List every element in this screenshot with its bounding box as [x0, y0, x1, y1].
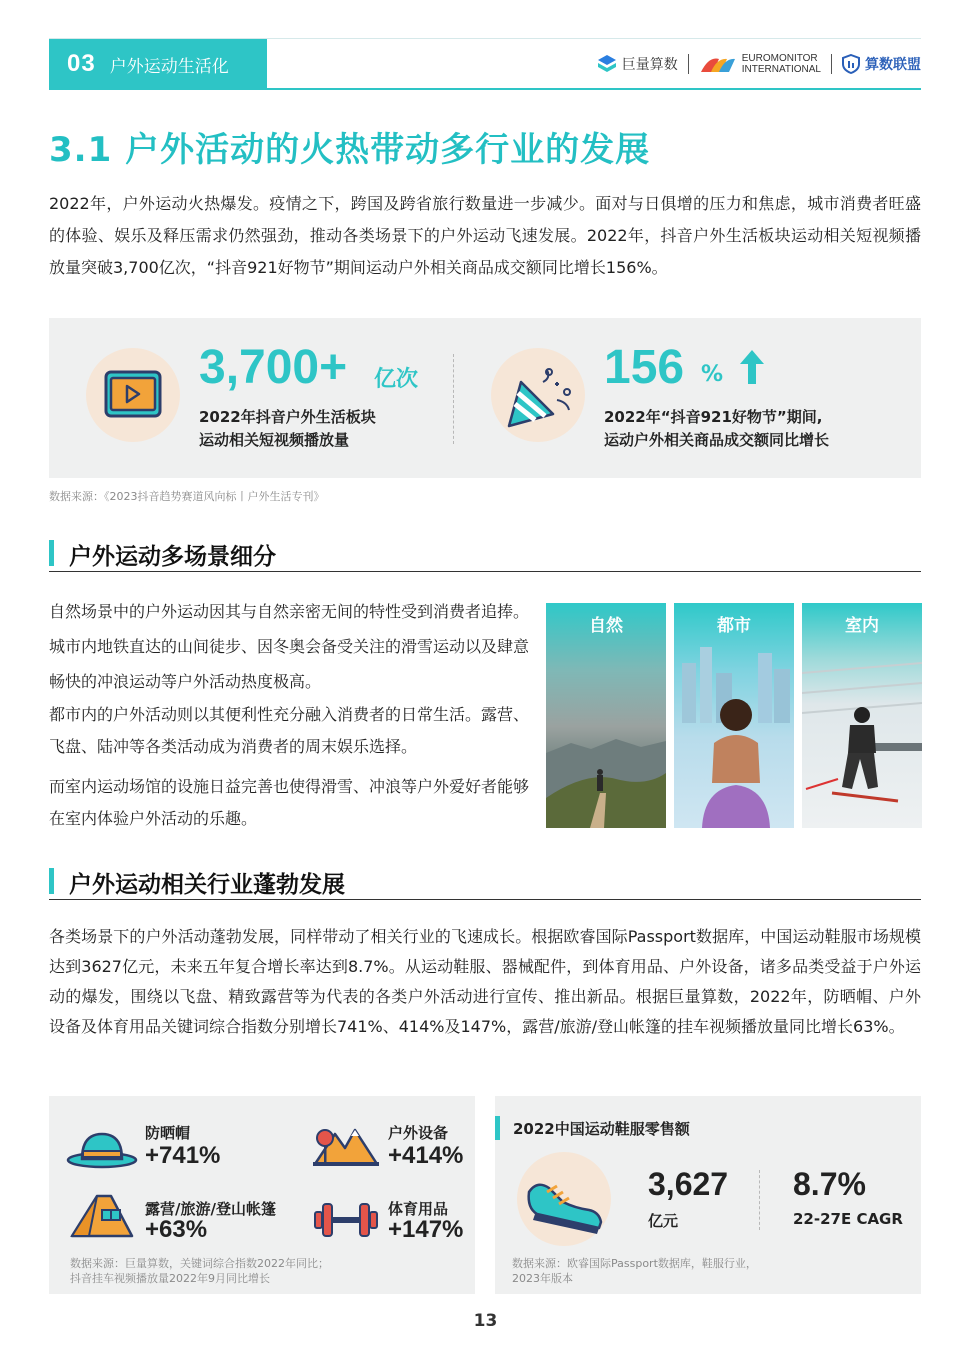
retail-title-bar [495, 1116, 500, 1140]
scene-indoor-label: 室内 [845, 616, 879, 636]
keyword-value: +741% [145, 1142, 221, 1169]
logo-euromonitor [699, 53, 821, 75]
section2-heading [49, 866, 921, 900]
stat2-desc-line1: 2022年“抖音921好物节”期间, [604, 408, 823, 426]
juliang-logo-icon [597, 54, 617, 74]
stat2-desc-line2: 运动户外相关商品成交额同比增长 [604, 431, 830, 449]
logo-euro-line2: INTERNATIONAL [741, 64, 821, 75]
stats-panel [49, 318, 921, 478]
sneaker-icon-circle [517, 1152, 611, 1246]
logo-divider [688, 54, 689, 74]
stat1-icon-circle [86, 348, 180, 442]
arrow-up-icon [739, 348, 765, 386]
keyword-value: +147% [388, 1216, 464, 1243]
section1-title: 户外运动多场景细分 [69, 544, 276, 570]
cagr-label: 22-27E CAGR [793, 1210, 903, 1228]
euromonitor-logo-icon [699, 55, 737, 73]
party-popper-icon [491, 348, 585, 442]
partner-logos [597, 51, 921, 77]
intro-paragraph: 2022年，户外运动火热爆发。疫情之下，跨国及跨省旅行数量进一步减少。面对与日俱增的压力和焦虑，城市消费者旺盛的体验、娱乐及释压需求仍然强劲，推动各类场景下的户外运动飞速发展。2022年，抖音户外生活板块运动相关短视频播放量突破3,700亿次，“抖音921好物节”期间运动户外相关商品成交额同比增长156%。 [49, 194, 921, 277]
sportswear-retail-panel [495, 1096, 921, 1294]
logo-suanshu-text: 算数联盟 [865, 57, 921, 73]
retail-divider [759, 1170, 760, 1230]
section-number: 03 [67, 50, 96, 77]
keyword-label: 户外设备 [388, 1124, 449, 1142]
scene-nature-label: 自然 [589, 616, 623, 636]
logo-juliang-text: 巨量算数 [621, 57, 678, 73]
page-header [49, 38, 921, 90]
keyword-label: 体育用品 [388, 1200, 449, 1218]
stat1-description [199, 406, 376, 452]
section-tab [49, 39, 267, 89]
retail-source-line2: 2023年版本 [512, 1272, 573, 1285]
section2-heading-bar [49, 868, 54, 894]
indoor-ski-illustration [802, 603, 922, 828]
scene-city-label: 都市 [717, 616, 751, 636]
section-title: 户外运动生活化 [109, 56, 229, 77]
mountain-icon [311, 1120, 381, 1168]
cagr-value: 8.7% [793, 1166, 866, 1202]
section2-paragraph: 各类场景下的户外活动蓬勃发展，同样带动了相关行业的飞速成长。根据欧睿国际Passport数据库，中国运动鞋服市场规模达到3627亿元，未来五年复合增长率达到8.7%。从运动鞋服、器械配件，到体育用品、户外设备，诸多品类受益于户外运动的爆发，围绕以飞盘、精致露营等为代表的各类户外活动进行宣传、推出新品。根据巨量算数，2022年，防晒帽、户外设备及体育用品关键词综合指数分别增长741%、414%及147%，露营/旅游/登山帐篷的挂车视频播放量同比增长63%。 [49, 927, 921, 1036]
video-play-icon [86, 348, 180, 442]
tent-icon [69, 1190, 135, 1240]
shield-logo-icon [842, 54, 860, 74]
retail-title: 2022中国运动鞋服零售额 [513, 1120, 690, 1138]
section1-para2: 都市内的户外活动则以其便利性充分融入消费者的日常生活。露营、飞盘、陆冲等各类活动成为消费者的周末娱乐选择。 [49, 705, 530, 756]
keyword-source [70, 1256, 329, 1286]
section1-heading-bar [49, 540, 54, 566]
retail-unit: 亿元 [648, 1212, 679, 1230]
stat2-unit: % [701, 362, 724, 387]
scene-nature-image [546, 603, 666, 828]
stat2-description [604, 406, 829, 452]
stat2-value: 156 [604, 341, 685, 394]
stat1-desc-line2: 运动相关短视频播放量 [199, 431, 350, 449]
retail-source [512, 1256, 757, 1286]
stat2-icon-circle [491, 348, 585, 442]
logo-suanshu-lianmeng [842, 54, 921, 74]
scene-city-image [674, 603, 794, 828]
sun-hat-icon [65, 1126, 139, 1170]
dumbbell-icon [313, 1200, 379, 1240]
keyword-source-line2: 抖音挂车视频播放量2022年9月同比增长 [70, 1272, 270, 1285]
stat1-value: 3,700+ [199, 341, 348, 394]
section1-para1: 自然场景中的户外运动因其与自然亲密无间的特性受到消费者追捧。城市内地铁直达的山间徒步、因冬奥会备受关注的滑雪运动以及肆意畅快的冲浪运动等户外活动热度极高。 [49, 602, 530, 691]
sneaker-icon [517, 1152, 611, 1246]
logo-divider [831, 54, 832, 74]
stats-source: 数据来源：《2023抖音趋势赛道风向标丨户外生活专刊》 [49, 490, 325, 503]
section1-heading [49, 538, 921, 572]
keyword-source-line1: 数据来源：巨量算数，关键词综合指数2022年同比； [70, 1257, 329, 1270]
logo-euro-line1: EUROMONITOR [741, 53, 818, 64]
city-yoga-illustration [674, 603, 794, 828]
stat1-desc-line1: 2022年抖音户外生活板块 [199, 408, 376, 426]
logo-juliang [597, 54, 678, 74]
keyword-value: +63% [145, 1216, 208, 1243]
keyword-growth-panel [49, 1096, 475, 1294]
page-title: 3.1 户外活动的火热带动多行业的发展 [49, 130, 651, 170]
mountain-hiker-illustration [546, 603, 666, 828]
section2-title: 户外运动相关行业蓬勃发展 [69, 872, 345, 898]
keyword-label: 防晒帽 [145, 1124, 191, 1142]
page-number: 13 [473, 1311, 498, 1331]
retail-source-line1: 数据来源：欧睿国际Passport数据库，鞋服行业， [512, 1257, 757, 1270]
stat1-unit: 亿次 [374, 367, 419, 392]
scene-indoor-image [802, 603, 922, 828]
stats-divider [453, 354, 454, 444]
retail-value: 3,627 [648, 1166, 729, 1202]
section1-para3: 而室内运动场馆的设施日益完善也使得滑雪、冲浪等户外爱好者能够在室内体验户外活动的乐趣。 [49, 777, 530, 828]
keyword-label: 露营/旅游/登山帐篷 [145, 1200, 276, 1218]
keyword-value: +414% [388, 1142, 464, 1169]
